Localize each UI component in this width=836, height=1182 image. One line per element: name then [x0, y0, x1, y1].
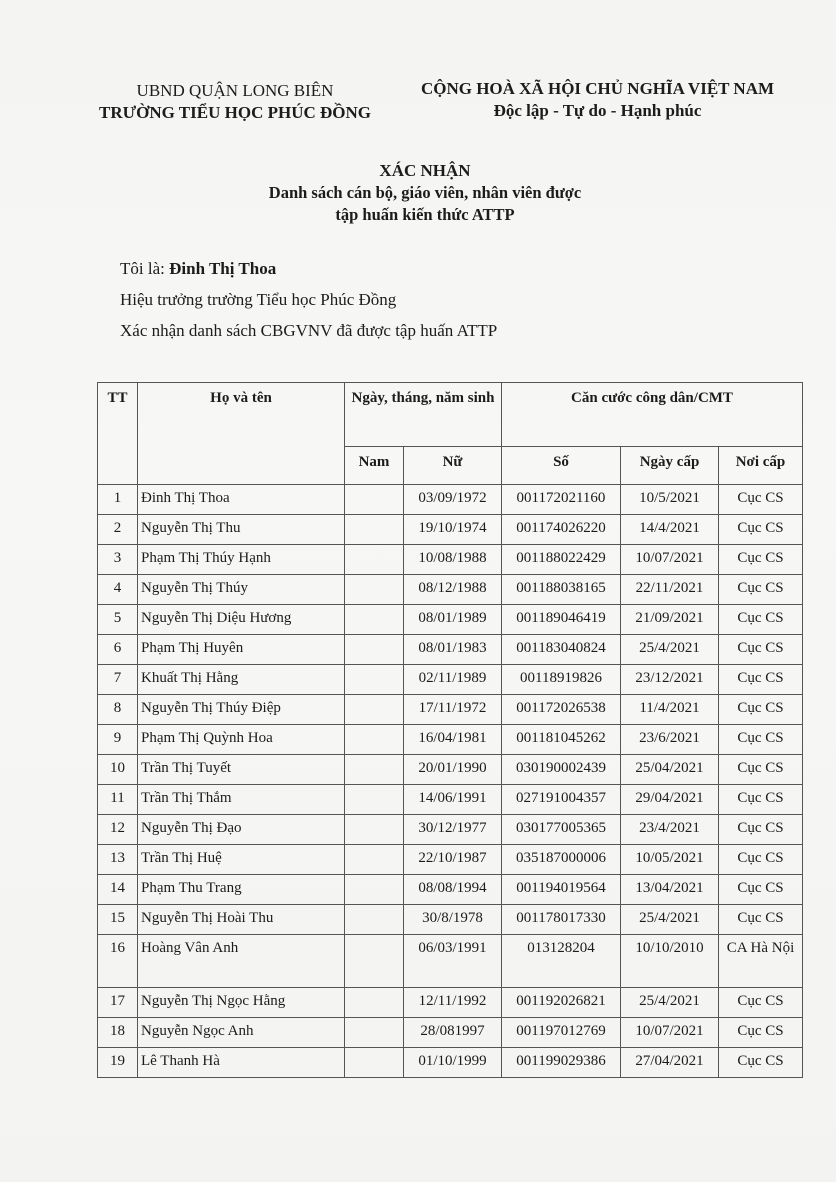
cell-dob-female: 08/01/1983: [404, 635, 502, 665]
cell-issue-place: Cục CS: [719, 665, 803, 695]
cell-id-number: 001197012769: [502, 1018, 621, 1048]
cell-dob-female: 06/03/1991: [404, 935, 502, 988]
col-header-male: Nam: [345, 447, 404, 485]
cell-id-number: 001194019564: [502, 875, 621, 905]
cell-tt: 9: [98, 725, 138, 755]
cell-issue-place: Cục CS: [719, 905, 803, 935]
cell-issue-place: Cục CS: [719, 875, 803, 905]
table-header-row-1: [98, 383, 803, 447]
cell-dob-female: 10/08/1988: [404, 545, 502, 575]
cell-issue-date: 22/11/2021: [621, 575, 719, 605]
cell-issue-place: Cục CS: [719, 635, 803, 665]
cell-dob-female: 12/11/1992: [404, 988, 502, 1018]
cell-issue-place: Cục CS: [719, 605, 803, 635]
cell-dob-male: [345, 988, 404, 1018]
table-row: [98, 665, 803, 695]
cell-tt: 7: [98, 665, 138, 695]
cell-id-number: 001192026821: [502, 988, 621, 1018]
cell-issue-date: 10/10/2010: [621, 935, 719, 988]
cell-name: Nguyễn Thị Diệu Hương: [138, 605, 345, 635]
cell-issue-place: Cục CS: [719, 515, 803, 545]
cell-dob-male: [345, 605, 404, 635]
cell-dob-male: [345, 1048, 404, 1078]
cell-tt: 10: [98, 755, 138, 785]
issuer-header: [60, 80, 410, 124]
col-header-issue-date: Ngày cấp: [621, 447, 719, 485]
cell-dob-male: [345, 635, 404, 665]
cell-issue-date: 25/4/2021: [621, 635, 719, 665]
cell-id-number: 001189046419: [502, 605, 621, 635]
cell-issue-date: 27/04/2021: [621, 1048, 719, 1078]
cell-tt: 14: [98, 875, 138, 905]
intro-line-2: Hiệu trưởng trường Tiểu học Phúc Đồng: [120, 290, 397, 309]
cell-issue-place: Cục CS: [719, 725, 803, 755]
cell-issue-place: Cục CS: [719, 1018, 803, 1048]
cell-name: Nguyễn Thị Thúy: [138, 575, 345, 605]
cell-tt: 19: [98, 1048, 138, 1078]
table-row: [98, 875, 803, 905]
cell-name: Nguyễn Thị Đạo: [138, 815, 345, 845]
cell-name: Phạm Thị Huyên: [138, 635, 345, 665]
cell-issue-date: 25/04/2021: [621, 755, 719, 785]
cell-name: Phạm Thị Thúy Hạnh: [138, 545, 345, 575]
table-row: [98, 575, 803, 605]
cell-issue-place: Cục CS: [719, 695, 803, 725]
cell-name: Nguyễn Thị Thúy Điệp: [138, 695, 345, 725]
school-name: TRƯỜNG TIỂU HỌC PHÚC ĐỒNG: [98, 103, 372, 122]
cell-tt: 13: [98, 845, 138, 875]
cell-id-number: 030190002439: [502, 755, 621, 785]
cell-issue-place: Cục CS: [719, 785, 803, 815]
cell-dob-male: [345, 845, 404, 875]
national-motto: Độc lập - Tự do - Hạnh phúc: [493, 101, 702, 120]
cell-dob-female: 08/08/1994: [404, 875, 502, 905]
table-row: [98, 785, 803, 815]
cell-name: Khuất Thị Hằng: [138, 665, 345, 695]
cell-dob-male: [345, 725, 404, 755]
table-row: [98, 605, 803, 635]
cell-issue-date: 14/4/2021: [621, 515, 719, 545]
cell-tt: 5: [98, 605, 138, 635]
cell-dob-male: [345, 695, 404, 725]
cell-dob-male: [345, 1018, 404, 1048]
cell-issue-place: Cục CS: [719, 815, 803, 845]
cell-id-number: 001174026220: [502, 515, 621, 545]
cell-issue-date: 10/07/2021: [621, 1018, 719, 1048]
cell-issue-place: Cục CS: [719, 485, 803, 515]
cell-dob-female: 20/01/1990: [404, 755, 502, 785]
col-header-name: Họ và tên: [138, 383, 345, 485]
cell-name: Trần Thị Tuyết: [138, 755, 345, 785]
cell-dob-male: [345, 785, 404, 815]
table-row: [98, 545, 803, 575]
cell-issue-date: 21/09/2021: [621, 605, 719, 635]
table-row: [98, 988, 803, 1018]
cell-tt: 2: [98, 515, 138, 545]
cell-id-number: 035187000006: [502, 845, 621, 875]
table-row: [98, 845, 803, 875]
col-header-issue-place: Nơi cấp: [719, 447, 803, 485]
title-line-3: tập huấn kiến thức ATTP: [335, 205, 515, 224]
cell-issue-date: 10/05/2021: [621, 845, 719, 875]
cell-tt: 8: [98, 695, 138, 725]
cell-name: Nguyễn Thị Thu: [138, 515, 345, 545]
cell-dob-male: [345, 515, 404, 545]
cell-dob-female: 02/11/1989: [404, 665, 502, 695]
principal-name: Đinh Thị Thoa: [169, 259, 277, 278]
cell-dob-female: 17/11/1972: [404, 695, 502, 725]
cell-issue-date: 29/04/2021: [621, 785, 719, 815]
cell-issue-date: 25/4/2021: [621, 905, 719, 935]
cell-dob-female: 16/04/1981: [404, 725, 502, 755]
cell-name: Trần Thị Huệ: [138, 845, 345, 875]
cell-issue-date: 23/12/2021: [621, 665, 719, 695]
cell-tt: 16: [98, 935, 138, 988]
cell-dob-female: 22/10/1987: [404, 845, 502, 875]
staff-table: [97, 382, 803, 1078]
cell-dob-female: 08/12/1988: [404, 575, 502, 605]
district-name: UBND QUẬN LONG BIÊN: [136, 81, 334, 100]
intro-paragraph: [120, 253, 770, 346]
cell-issue-date: 23/4/2021: [621, 815, 719, 845]
cell-dob-male: [345, 665, 404, 695]
cell-tt: 15: [98, 905, 138, 935]
table-row: [98, 905, 803, 935]
cell-name: Phạm Thị Quỳnh Hoa: [138, 725, 345, 755]
cell-name: Trần Thị Thắm: [138, 785, 345, 815]
cell-issue-date: 13/04/2021: [621, 875, 719, 905]
table-row: [98, 515, 803, 545]
table-body: [98, 485, 803, 1078]
cell-issue-place: Cục CS: [719, 755, 803, 785]
cell-dob-female: 30/8/1978: [404, 905, 502, 935]
cell-id-number: 001183040824: [502, 635, 621, 665]
cell-name: Nguyễn Thị Ngọc Hằng: [138, 988, 345, 1018]
cell-dob-male: [345, 875, 404, 905]
cell-dob-female: 03/09/1972: [404, 485, 502, 515]
cell-dob-male: [345, 905, 404, 935]
cell-issue-place: Cục CS: [719, 988, 803, 1018]
cell-id-number: 001199029386: [502, 1048, 621, 1078]
cell-dob-female: 01/10/1999: [404, 1048, 502, 1078]
table-row: [98, 815, 803, 845]
cell-dob-male: [345, 815, 404, 845]
col-header-female: Nữ: [404, 447, 502, 485]
cell-tt: 12: [98, 815, 138, 845]
cell-tt: 17: [98, 988, 138, 1018]
cell-name: Phạm Thu Trang: [138, 875, 345, 905]
cell-name: Nguyễn Ngọc Anh: [138, 1018, 345, 1048]
cell-issue-place: Cục CS: [719, 1048, 803, 1078]
country-name: CỘNG HOÀ XÃ HỘI CHỦ NGHĨA VIỆT NAM: [420, 79, 775, 98]
col-header-dob: Ngày, tháng, năm sinh: [345, 383, 502, 447]
cell-id-number: 001172026538: [502, 695, 621, 725]
cell-id-number: 001178017330: [502, 905, 621, 935]
cell-issue-place: Cục CS: [719, 545, 803, 575]
cell-dob-male: [345, 485, 404, 515]
intro-line-1: [120, 253, 770, 284]
cell-name: Lê Thanh Hà: [138, 1048, 345, 1078]
cell-issue-date: 25/4/2021: [621, 988, 719, 1018]
table-row: [98, 725, 803, 755]
cell-dob-female: 19/10/1974: [404, 515, 502, 545]
cell-name: Hoàng Vân Anh: [138, 935, 345, 988]
cell-tt: 11: [98, 785, 138, 815]
cell-dob-male: [345, 545, 404, 575]
cell-dob-female: 14/06/1991: [404, 785, 502, 815]
col-header-tt: TT: [98, 383, 138, 485]
cell-issue-date: 10/5/2021: [621, 485, 719, 515]
cell-tt: 4: [98, 575, 138, 605]
col-header-number: Số: [502, 447, 621, 485]
cell-dob-female: 30/12/1977: [404, 815, 502, 845]
table-row: [98, 695, 803, 725]
intro-line-3: Xác nhận danh sách CBGVNV đã được tập huấn ATTP: [120, 321, 498, 340]
cell-id-number: 001172021160: [502, 485, 621, 515]
cell-tt: 1: [98, 485, 138, 515]
table-row: [98, 485, 803, 515]
cell-issue-place: Cục CS: [719, 845, 803, 875]
cell-dob-male: [345, 755, 404, 785]
cell-issue-date: 23/6/2021: [621, 725, 719, 755]
cell-name: Đinh Thị Thoa: [138, 485, 345, 515]
cell-id-number: 013128204: [502, 935, 621, 988]
cell-issue-place: CA Hà Nội: [719, 935, 803, 988]
cell-id-number: 001188038165: [502, 575, 621, 605]
cell-dob-female: 08/01/1989: [404, 605, 502, 635]
cell-issue-place: Cục CS: [719, 575, 803, 605]
table-row: [98, 755, 803, 785]
col-header-id: Căn cước công dân/CMT: [502, 383, 803, 447]
cell-id-number: 00118919826: [502, 665, 621, 695]
cell-dob-male: [345, 935, 404, 988]
cell-issue-date: 11/4/2021: [621, 695, 719, 725]
cell-id-number: 030177005365: [502, 815, 621, 845]
table-row: [98, 1048, 803, 1078]
cell-dob-female: 28/081997: [404, 1018, 502, 1048]
cell-id-number: 001188022429: [502, 545, 621, 575]
table-row: [98, 1018, 803, 1048]
table-row: [98, 935, 803, 988]
cell-issue-date: 10/07/2021: [621, 545, 719, 575]
cell-id-number: 027191004357: [502, 785, 621, 815]
document-title: [150, 160, 700, 226]
title-line-2: Danh sách cán bộ, giáo viên, nhân viên được: [268, 183, 582, 202]
table-row: [98, 635, 803, 665]
cell-name: Nguyễn Thị Hoài Thu: [138, 905, 345, 935]
intro-label: Tôi là:: [120, 259, 170, 278]
title-line-1: XÁC NHẬN: [379, 161, 471, 180]
cell-id-number: 001181045262: [502, 725, 621, 755]
national-header: [395, 78, 800, 122]
cell-tt: 3: [98, 545, 138, 575]
cell-dob-male: [345, 575, 404, 605]
cell-tt: 6: [98, 635, 138, 665]
cell-tt: 18: [98, 1018, 138, 1048]
